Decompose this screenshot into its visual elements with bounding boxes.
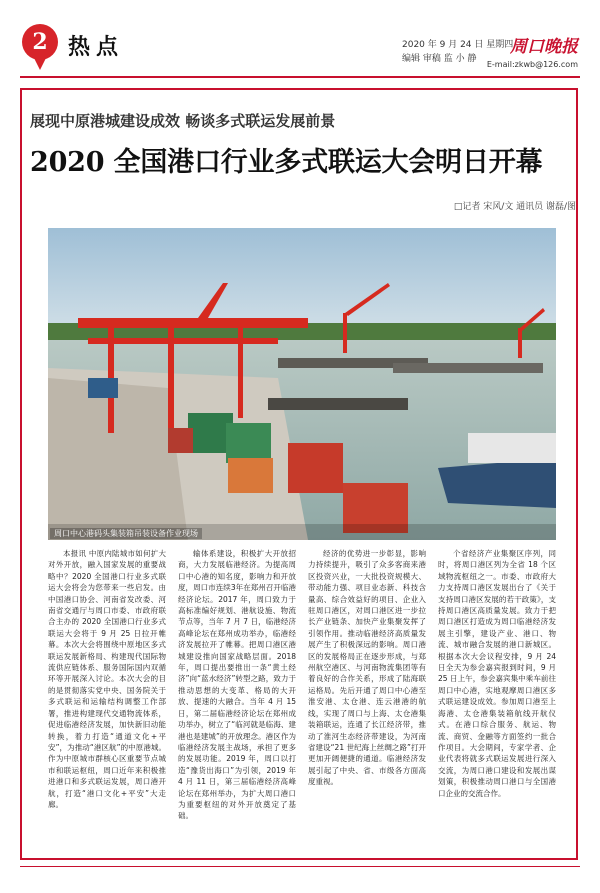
article-byline: □记者 宋风/文 通讯员 谢磊/图 bbox=[453, 202, 576, 212]
editor-line: 编辑 审稿 监 小 静 bbox=[402, 54, 477, 64]
article-column-4 bbox=[438, 548, 556, 848]
column-text: 本报讯 中原内陆城市如何扩大对外开放，融入国家发展的重要战略中？2020 全国港口行业多式联运大会将会为您带来一些启发。由中国港口协会、河南省发改委、河南省交通厅与周口市委、市政府联合主办的 2020 全国港口行业多式联运大会将于 9 月 25 日拉开帷幕。本次大会将围绕中原地区多式联运发展新格局、构建现代国际物流供应链体系、服务国际国内双循环等开展深入讨论。本次大会的目的是贯彻落实党中央、国务院关于多式联运和运输结构调整工作部署，推进构建现代交通物流体系，促进临港经济发展，加快新旧动能转换，着力打造“通道文化+平安”，为推动“港区航”的中原港城。作为中原城市群核心区重要节点城市和联运枢纽，周口近年来积极推进港口和多式联运发展，周口港开航，打造“港口文化+平安”大走廊。 bbox=[48, 549, 166, 809]
article-column-1 bbox=[48, 548, 166, 848]
contact-email: E-mail:zkwb@126.com bbox=[486, 60, 578, 69]
section-title: 热点 bbox=[68, 34, 125, 60]
article-headline: 2020 全国港口行业多式联运大会明日开幕 bbox=[30, 147, 543, 178]
column-text: 经济的优势进一步彰显，影响力持续提升，吸引了众多客商来港区投资兴业，一大批投资规模大、带动能力强、项目业态新、科技含量高、综合效益好的项目、企业入驻周口港区，对周口港区进一步拉长产业链条、加快产业集聚发挥了引领作用。推动临港经济高质量发展产生了积极深远的影响。周口港区的发展格局正在逐步形成，与郑州航空港区、与河南物流集团等有着良好的合作关系，形成了陆海联运格局。先后开通了周口中心港至淮安港、太仓港、连云港港的航线，实现了周口与上海、太仓港集装箱联运，连通了长江经济带，推动了淮河生态经济带建设，为河南省建设“21 世纪海上丝绸之路”打开更加开阔便捷的通道。临港经济发展引起了中央、省、市级各方面高度重视。 bbox=[308, 549, 426, 787]
page-header bbox=[14, 14, 586, 76]
photo-caption: 周口中心港码头集装箱吊装设备作业现场 bbox=[50, 528, 202, 539]
article-subtitle: 展现中原港城建设成效 畅谈多式联运发展前景 bbox=[30, 112, 336, 130]
issue-date: 2020 年 9 月 24 日 星期四 bbox=[402, 40, 514, 50]
newspaper-brand-logo: 周口晚报 bbox=[510, 37, 578, 57]
header-divider bbox=[20, 76, 580, 78]
column-text: 输体系建设，积极扩大开放招商，大力发展临港经济。为提高周口中心港的知名度，影响力和开放度，周口市连续3年在郑州召开临港经济论坛。2017 年，周口致力于高标准编好规划、港航设施、物流节点等，当年 7 月 7 日，临港经济高峰论坛在郑州成功举办，临港经济发展拉开了帷幕。把周口港区港城建设推向国家战略层面。2018 年，周口提出要推出一条“黄土经济”向“蓝水经济”转型之路，致力于推动思想的大变革、格局的大开放、提速的大融合。当年 4 月 15 日，第二届临港经济论坛在郑州成功举办，树立了“临河就是临海、建港也是建城”的开放理念。港区作为临港经济发展主战场，承担了更多的发展功能。2019 年，周口以打造“豫货出海口”为引领，2019 年 4 月 11 日，第三届临港经济高峰论坛在郑州举办，为扩大周口港口为重要枢纽的对外开放奠定了基础。 bbox=[178, 549, 296, 821]
article-column-3 bbox=[308, 548, 426, 848]
port-photo bbox=[48, 228, 556, 540]
page-number-badge: 2 bbox=[22, 24, 58, 60]
column-text: 个省经济产业集聚区序列，同时，将周口港区列为全省 18 个区域物流枢纽之一。市委、市政府大力支持周口港区发展出台了《关于支持周口港区发展的若干政策》，支持周口港区高质量发展。致力于把周口港区打造成为周口临港经济发展主引擎，建设产业、港口、物流、城市融合发展的港口新城区。根据本次大会议程安排，9 月 24 日全天为参会嘉宾报到时间，9 月 25 日上午，参会嘉宾集中乘车前往周口中心港，实地观摩周口港区多式联运建设成效。参加周口港至上海港、太仓港集装箱航线开航仪式。在港口综合服务、航运、物流、商贸、金融等方面签约一批合作项目。大会期间，专家学者、企业代表将就多式联运发展进行深入交流，为周口港口建设和发展出谋划策，积极推动周口港口与全国港口企业的交流合作。 bbox=[438, 549, 556, 798]
bottom-divider bbox=[20, 866, 580, 867]
article-body bbox=[48, 548, 556, 848]
article-column-2 bbox=[178, 548, 296, 848]
